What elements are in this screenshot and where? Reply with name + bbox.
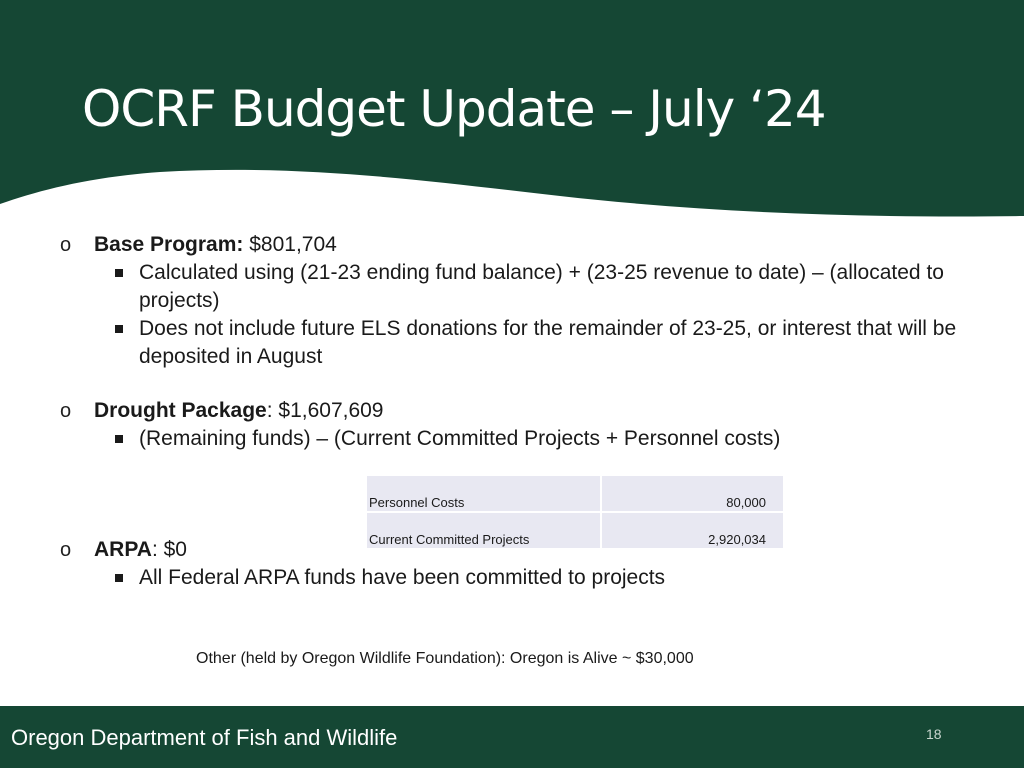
- list-item: [139, 425, 959, 453]
- circle-bullet-icon: o: [60, 400, 72, 422]
- page-number: 18: [926, 726, 942, 742]
- square-bullet-icon: [115, 269, 123, 277]
- section-base-program: [60, 231, 337, 259]
- bullet-text: Does not include future ELS donations for the remainder of 23-25, or interest that will be deposited in August: [139, 317, 957, 368]
- section-value: : $0: [151, 538, 187, 561]
- bullet-text: All Federal ARPA funds have been committed to projects: [139, 566, 666, 589]
- bullet-text: (Remaining funds) – (Current Committed Projects + Personnel costs): [139, 427, 781, 450]
- cost-table: [367, 476, 783, 550]
- bullet-text: Calculated using (21-23 ending fund balance) + (23-25 revenue to date) – (allocated to projects): [139, 261, 944, 312]
- list-item: [139, 259, 959, 315]
- cost-value: 80,000: [602, 476, 783, 511]
- section-label: ARPA: [94, 538, 152, 561]
- section-value: : $1,607,609: [266, 399, 384, 422]
- list-item: [139, 315, 959, 371]
- table-row: [367, 513, 783, 548]
- list-item: [139, 564, 959, 592]
- section-arpa: [60, 536, 187, 564]
- circle-bullet-icon: o: [60, 234, 72, 256]
- footer-bar: [0, 706, 1024, 768]
- section-value: $801,704: [243, 233, 337, 256]
- square-bullet-icon: [115, 435, 123, 443]
- table-row: [367, 476, 783, 511]
- slide-title: OCRF Budget Update – July ‘24: [82, 80, 826, 138]
- cost-name: Current Committed Projects: [367, 513, 600, 548]
- square-bullet-icon: [115, 325, 123, 333]
- section-label: Base Program:: [94, 233, 244, 256]
- cost-value: 2,920,034: [602, 513, 783, 548]
- section-label: Drought Package: [94, 399, 267, 422]
- circle-bullet-icon: o: [60, 539, 72, 561]
- section-drought-package: [60, 397, 384, 425]
- organization-name: Oregon Department of Fish and Wildlife: [11, 725, 398, 750]
- other-funds-note: Other (held by Oregon Wildlife Foundation): Oregon is Alive ~ $30,000: [196, 650, 694, 667]
- square-bullet-icon: [115, 574, 123, 582]
- cost-name: Personnel Costs: [367, 476, 600, 511]
